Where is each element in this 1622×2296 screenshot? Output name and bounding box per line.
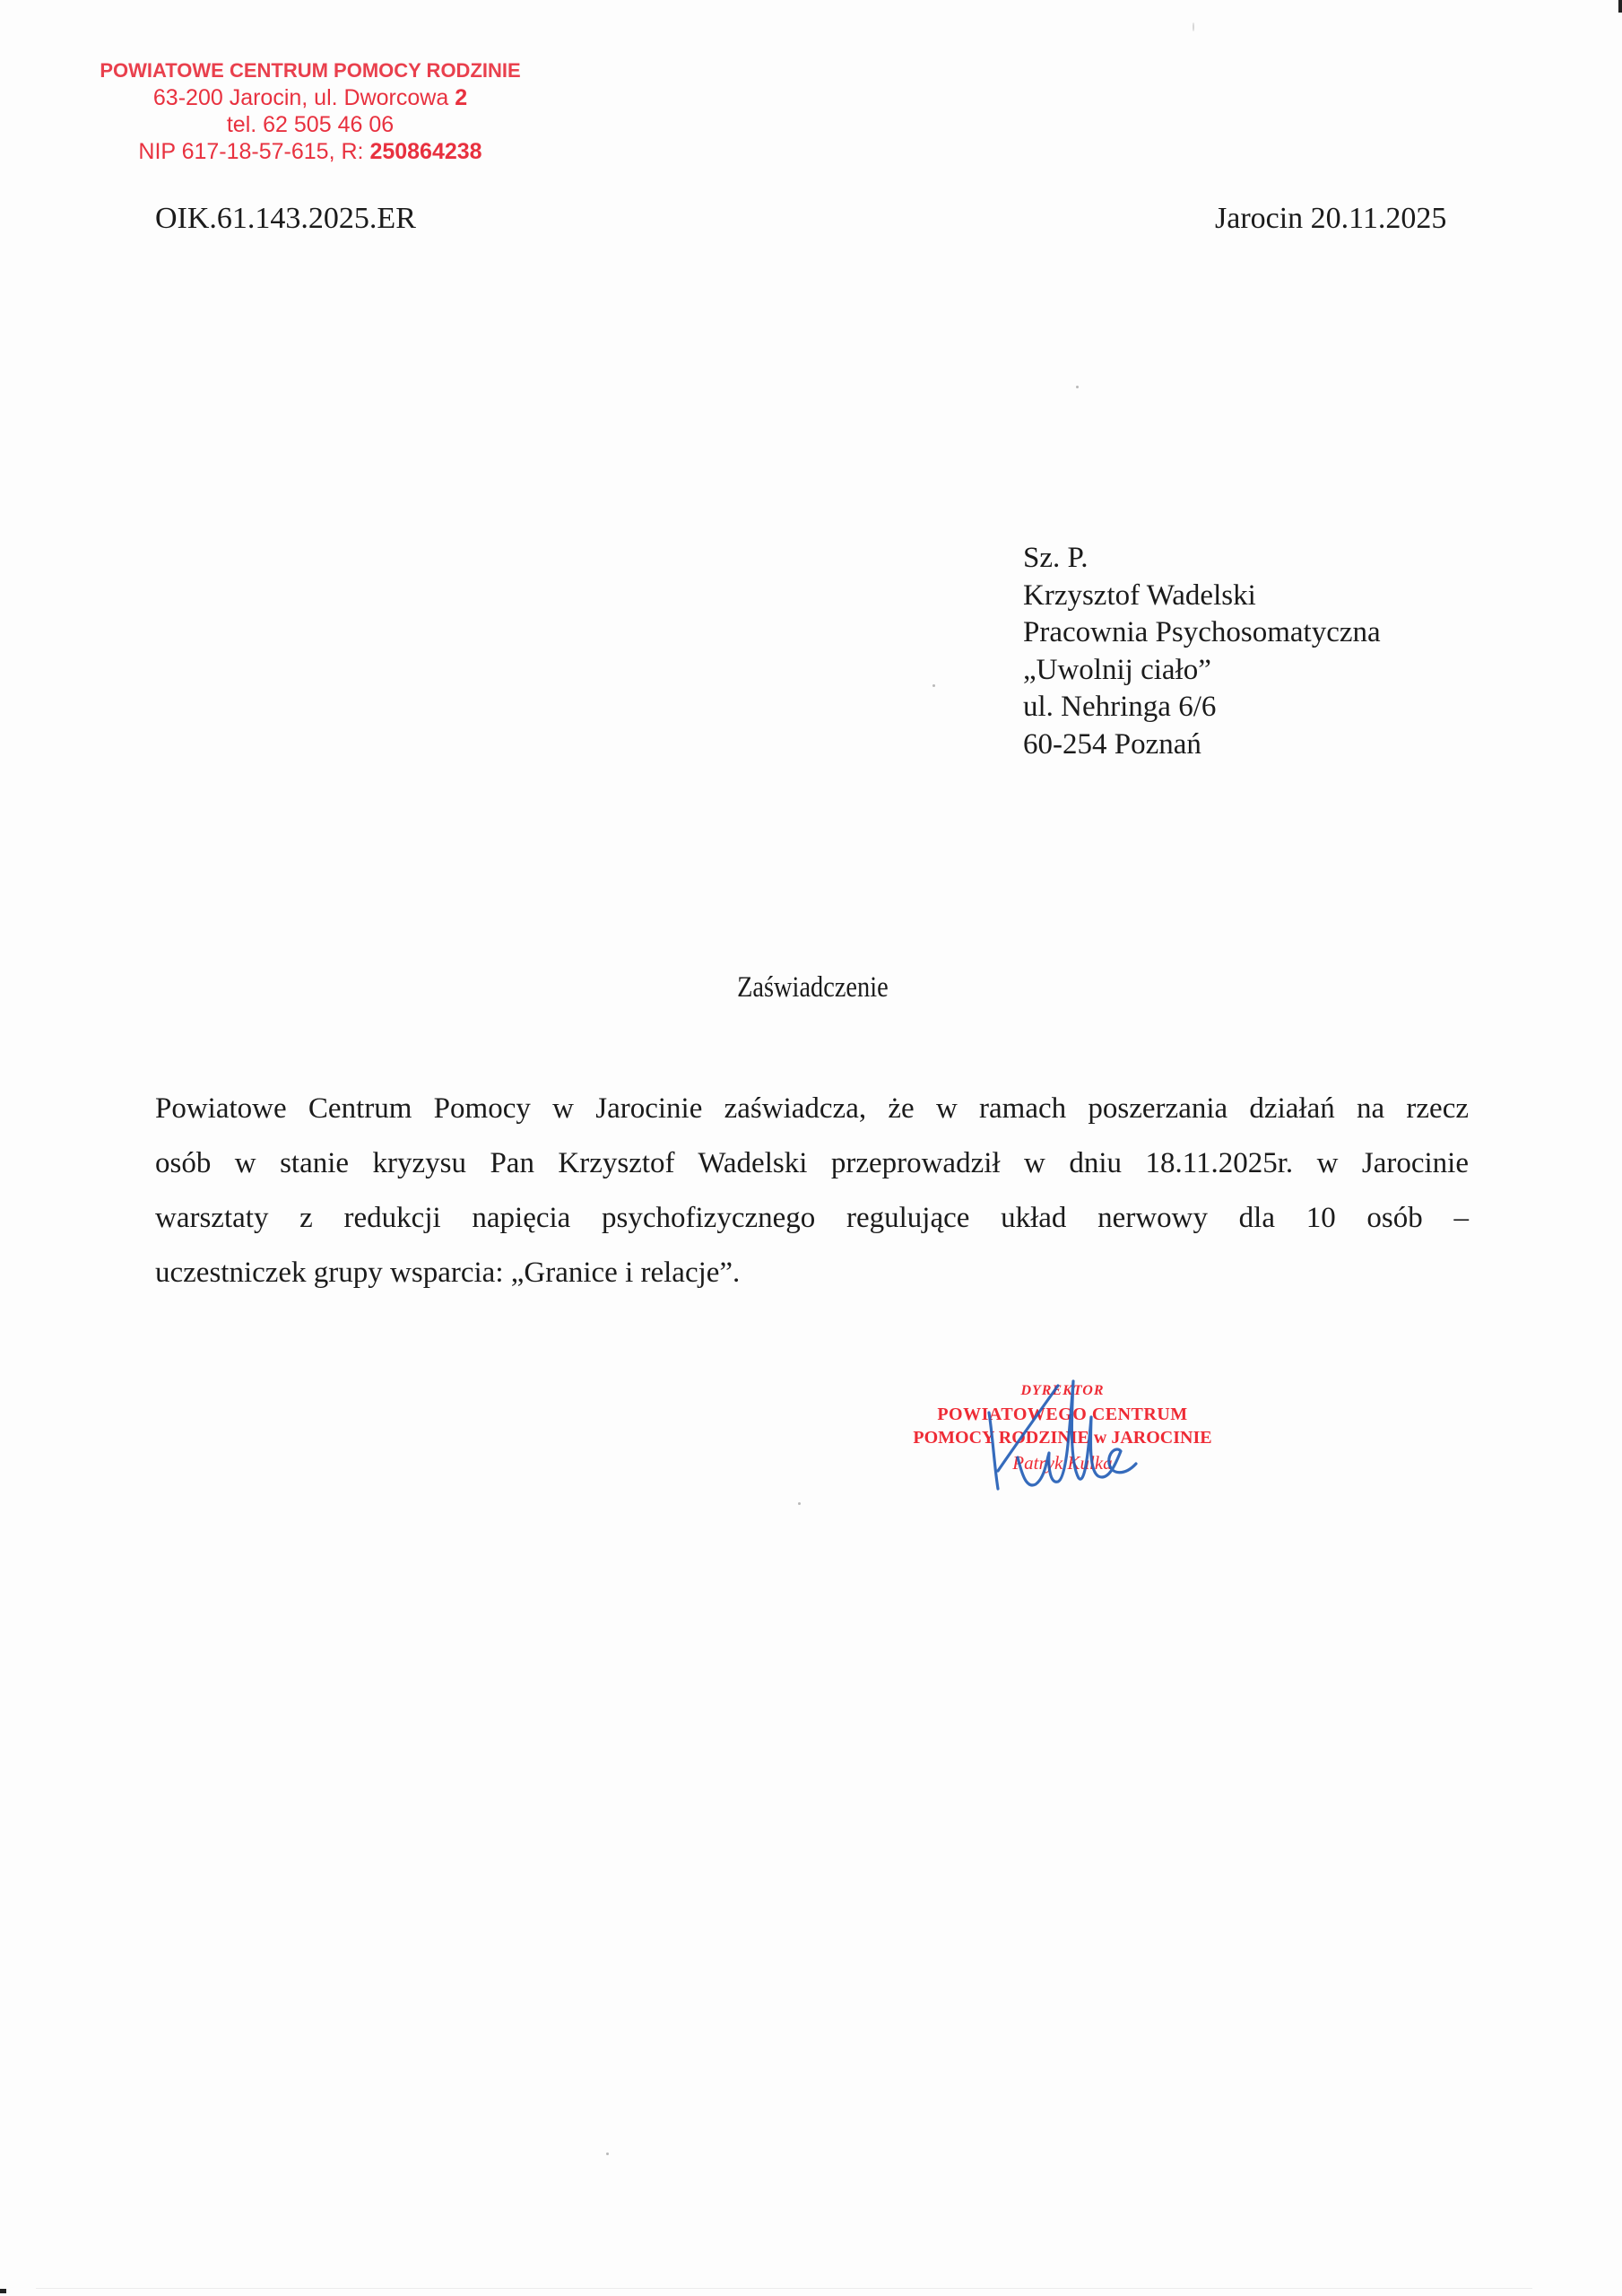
scan-edge-line <box>36 2288 1532 2289</box>
document-title: Zaświadczenie <box>737 971 889 1004</box>
body-line: warsztaty z redukcji napięcia psychofizycznego regulujące układ nerwowy dla 10 osób – <box>155 1202 1469 1234</box>
scan-speck <box>798 1502 801 1505</box>
signature-block <box>883 1363 1242 1516</box>
reference-number: OIK.61.143.2025.ER <box>155 202 416 235</box>
stamp-nip: NIP 617-18-57-615, R: <box>138 139 364 164</box>
institution-stamp <box>86 57 534 165</box>
recipient-street: ul. Nehringa 6/6 <box>1023 691 1217 723</box>
scan-speck <box>606 2152 609 2155</box>
stamp-address <box>86 84 534 111</box>
stamp-tax-ids <box>86 138 534 165</box>
scan-speck <box>1193 22 1194 31</box>
director-stamp-title: DYREKTOR <box>1020 1383 1105 1398</box>
body-line: Powiatowe Centrum Pomocy w Jarocinie zaświadcza, że w ramach poszerzania działań na rzecz <box>155 1092 1469 1125</box>
body-line: osób w stanie kryzysu Pan Krzysztof Wadelski przeprowadził w dniu 18.11.2025r. w Jarocinie <box>155 1147 1469 1179</box>
director-stamp-signer: Patryk Kulka <box>1012 1452 1113 1474</box>
stamp-address-number: 2 <box>455 85 468 110</box>
scan-edge-mark <box>1618 0 1622 13</box>
certificate-body <box>155 1082 1469 1300</box>
recipient-organization-name: „Uwolnij ciało” <box>1023 653 1211 686</box>
scan-edge-mark <box>0 2289 6 2293</box>
scan-speck <box>932 684 935 687</box>
recipient-organization: Pracownia Psychosomatyczna <box>1023 616 1381 648</box>
recipient-salutation: Sz. P. <box>1023 542 1089 574</box>
director-stamp-line: POWIATOWEGO CENTRUM <box>937 1405 1188 1424</box>
handwritten-signature-icon <box>973 1363 1152 1507</box>
scan-speck <box>1076 386 1079 388</box>
recipient-address <box>1023 540 1381 763</box>
stamp-institution-name: POWIATOWE CENTRUM POMOCY RODZINIE <box>100 59 521 82</box>
stamp-phone: tel. 62 505 46 06 <box>226 112 395 137</box>
director-stamp-line: POMOCY RODZINIE w JAROCINIE <box>913 1428 1212 1448</box>
place-and-date: Jarocin 20.11.2025 <box>1215 202 1447 235</box>
stamp-address-text: 63-200 Jarocin, ul. Dworcowa <box>152 85 449 110</box>
body-line: uczestniczek grupy wsparcia: „Granice i relacje”. <box>155 1257 741 1289</box>
recipient-city: 60-254 Poznań <box>1023 727 1201 761</box>
recipient-name: Krzysztof Wadelski <box>1023 578 1256 612</box>
stamp-regon: 250864238 <box>369 139 482 164</box>
